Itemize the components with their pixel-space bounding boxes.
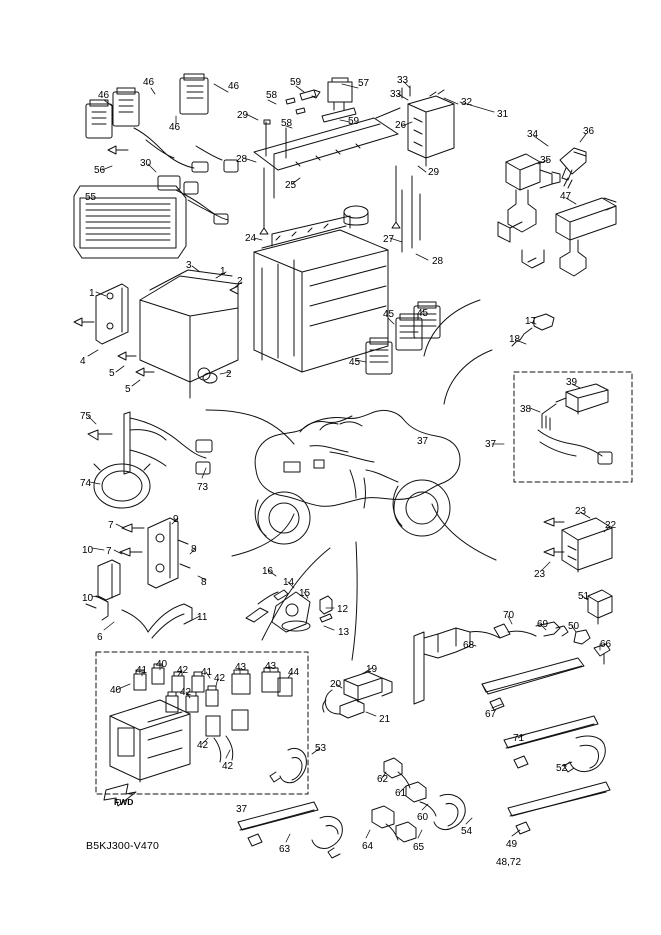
callout-number: 64 [362, 841, 374, 852]
callout-number: 54 [461, 826, 473, 837]
callout-number: 37 [236, 804, 248, 815]
callout-number: 11 [197, 612, 208, 623]
callout-number: 23 [575, 506, 587, 517]
callout-number: 45 [349, 357, 361, 368]
callout-number: 33 [390, 89, 402, 100]
callout-number: 43 [265, 661, 277, 672]
callout-number: 36 [583, 126, 595, 137]
callout-number: 37 [485, 439, 497, 450]
callout-number: 52 [556, 763, 568, 774]
callout-number: 14 [283, 577, 295, 588]
callout-number: 48,72 [496, 857, 522, 868]
callout-number: 66 [600, 639, 612, 650]
callout-number: 2 [237, 276, 243, 287]
callout-number: 13 [338, 627, 350, 638]
callout-number: 61 [395, 788, 407, 799]
callout-number: 67 [485, 709, 497, 720]
callout-number: 20 [330, 679, 342, 690]
callout-number: 34 [527, 129, 539, 140]
callout-number: 46 [169, 122, 181, 133]
callout-number: 1 [220, 266, 226, 277]
callout-number: 42 [197, 740, 209, 751]
callout-number: 28 [236, 154, 248, 165]
callout-number: 71 [513, 733, 525, 744]
callout-number: 22 [605, 520, 617, 531]
callout-number: 1 [89, 288, 95, 299]
callout-number: 8 [201, 577, 207, 588]
callout-number: 9 [173, 514, 179, 525]
diagram-code: B5KJ300-V470 [86, 840, 160, 852]
callout-number: 73 [197, 482, 209, 493]
callout-number: 62 [377, 774, 389, 785]
callout-number: 28 [432, 256, 444, 267]
callout-number: 33 [397, 75, 409, 86]
callout-number: 5 [109, 368, 115, 379]
callout-number: 32 [461, 97, 473, 108]
callout-number: 53 [315, 743, 327, 754]
callout-number: 29 [428, 167, 440, 178]
callout-number: 60 [417, 812, 429, 823]
callout-number: 24 [245, 233, 257, 244]
callout-number: 7 [108, 520, 114, 531]
callout-number: 39 [566, 377, 578, 388]
callout-number: 42 [214, 673, 226, 684]
callout-number: 69 [537, 619, 549, 630]
callout-number: 21 [379, 714, 391, 725]
callout-number: 47 [560, 191, 572, 202]
callout-number: 6 [97, 632, 103, 643]
callout-number: 16 [262, 566, 274, 577]
callout-number: 26 [395, 120, 407, 131]
callout-number: 68 [463, 640, 475, 651]
callout-number: 51 [578, 591, 590, 602]
callout-number: 30 [140, 158, 152, 169]
fwd-arrow-label: FWD [114, 797, 134, 807]
callout-number: 46 [228, 81, 240, 92]
callout-number: 35 [540, 155, 552, 166]
callout-number: 15 [299, 588, 311, 599]
callout-number: 45 [417, 308, 429, 319]
callout-number: 25 [285, 180, 297, 191]
callout-number: 58 [281, 118, 293, 129]
callout-number: 45 [383, 309, 395, 320]
callout-number: 58 [266, 90, 278, 101]
callout-number: 3 [186, 260, 192, 271]
callout-number: 65 [413, 842, 425, 853]
callout-number: 46 [143, 77, 155, 88]
callout-number: 12 [337, 604, 349, 615]
callout-number: 46 [98, 90, 110, 101]
callout-number: 27 [383, 234, 395, 245]
callout-number: 41 [201, 667, 213, 678]
callout-number: 59 [348, 116, 360, 127]
callout-number: 40 [110, 685, 122, 696]
callout-number: 4 [80, 356, 86, 367]
callout-number: 10 [82, 593, 94, 604]
callout-number: 18 [509, 334, 521, 345]
callout-number: 41 [136, 665, 148, 676]
callout-number: 8 [191, 544, 197, 555]
callout-number: 40 [156, 659, 168, 670]
callout-number: 75 [80, 411, 92, 422]
callout-number: 42 [180, 687, 192, 698]
callout-number: 55 [85, 192, 97, 203]
callout-number: 38 [520, 404, 532, 415]
callout-number: 50 [568, 621, 580, 632]
callout-number: 23 [534, 569, 546, 580]
callout-number: 43 [235, 662, 247, 673]
callout-number: 7 [106, 546, 112, 557]
callout-number: 42 [177, 665, 189, 676]
callout-number: 57 [358, 78, 370, 89]
callout-number: 31 [497, 109, 509, 120]
callout-number: 74 [80, 478, 92, 489]
callout-number: 37 [417, 436, 429, 447]
callout-number: 49 [506, 839, 518, 850]
callout-number: 19 [366, 664, 378, 675]
callout-number: 44 [288, 667, 300, 678]
callout-number: 59 [290, 77, 302, 88]
callout-number: 63 [279, 844, 291, 855]
callout-number: 17 [525, 316, 537, 327]
callout-number: 29 [237, 110, 249, 121]
callout-number: 70 [503, 610, 515, 621]
callout-number: 42 [222, 761, 234, 772]
callout-number: 2 [226, 369, 232, 380]
callout-number: 5 [125, 384, 131, 395]
callout-number: 56 [94, 165, 106, 176]
callout-number: 10 [82, 545, 94, 556]
